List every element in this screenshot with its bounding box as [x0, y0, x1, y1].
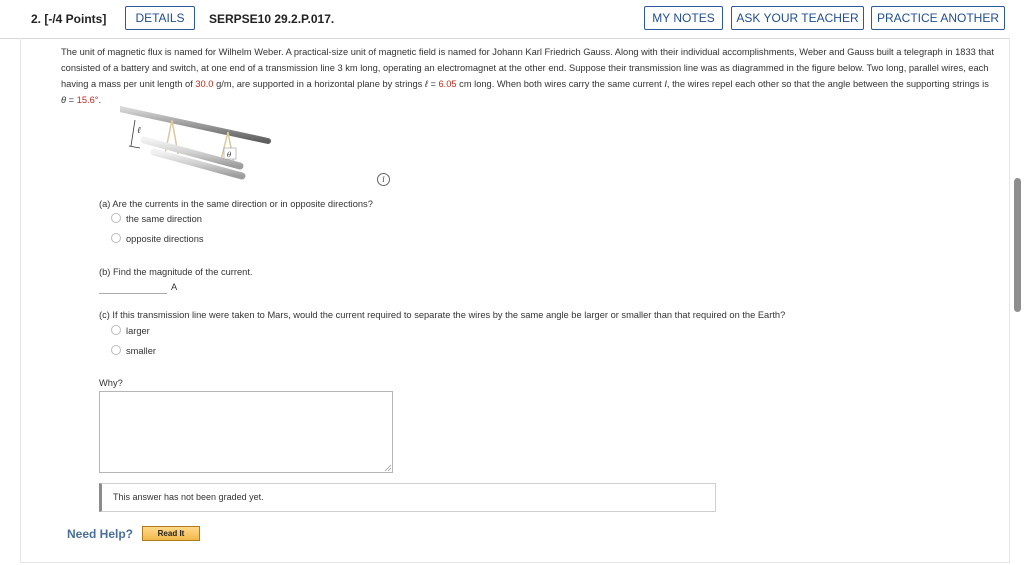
- support-rod: [120, 109, 268, 141]
- why-label: Why?: [99, 378, 123, 388]
- parallel-wires-figure: [120, 100, 280, 185]
- option-same-direction[interactable]: [111, 213, 202, 224]
- option-opposite-directions[interactable]: [111, 233, 204, 244]
- part-c-question: (c) If this transmission line were taken to Mars, would the current required to separate the wires by the same angle be larger or smaller than that required on the Earth?: [99, 310, 786, 320]
- problem-text: g/m, are supported in a horizontal plane by strings: [213, 79, 425, 89]
- theta-label: θ: [227, 151, 232, 159]
- part-b-question: (b) Find the magnitude of the current.: [99, 267, 253, 277]
- ell-symbol: ℓ: [424, 79, 428, 89]
- option-label: opposite directions: [126, 234, 204, 244]
- read-it-button[interactable]: Read It: [142, 526, 200, 541]
- radio-icon[interactable]: [111, 325, 121, 335]
- length-dimension-line: [131, 120, 135, 146]
- ell-label: ℓ: [137, 126, 141, 136]
- details-button[interactable]: DETAILS: [125, 6, 195, 30]
- theta-symbol: θ: [61, 95, 67, 105]
- problem-text: cm long. When both wires carry the same current: [456, 79, 665, 89]
- my-notes-button[interactable]: MY NOTES: [644, 6, 723, 30]
- option-label: larger: [126, 326, 150, 336]
- why-textarea[interactable]: [99, 391, 393, 473]
- part-a-question: (a) Are the currents in the same direction or in opposite directions?: [99, 199, 373, 209]
- question-number: 2. [-/4 Points]: [31, 12, 107, 26]
- option-label: smaller: [126, 346, 156, 356]
- problem-code: SERPSE10 29.2.P.017.: [209, 12, 335, 26]
- angle-value: 15.6°: [76, 95, 99, 105]
- problem-text: , the wires repel each other so that the angle between the supporting strings is: [666, 79, 989, 89]
- radio-icon[interactable]: [111, 233, 121, 243]
- current-answer-input[interactable]: [99, 293, 167, 294]
- current-symbol: I: [664, 79, 667, 89]
- ask-your-teacher-button[interactable]: ASK YOUR TEACHER: [731, 6, 864, 30]
- mass-per-length-value: 30.0: [195, 79, 214, 89]
- option-larger[interactable]: [111, 325, 150, 336]
- resize-grip-icon[interactable]: [384, 464, 392, 472]
- problem-text: .: [98, 95, 102, 105]
- problem-text: =: [66, 95, 77, 105]
- option-smaller[interactable]: [111, 345, 156, 356]
- radio-icon[interactable]: [111, 345, 121, 355]
- problem-text: =: [427, 79, 439, 89]
- scrollbar-thumb[interactable]: [1014, 178, 1021, 312]
- need-help-label: Need Help?: [67, 527, 134, 541]
- string-length-value: 6.05: [438, 79, 457, 89]
- grading-status: This answer has not been graded yet.: [99, 483, 716, 512]
- problem-text: The unit of magnetic flux is named for Wilhelm Weber. A practical-size unit of magnetic field is named for Johann Karl Friedrich Gauss. Along with their individual accomplishments, Weber and Gauss built a telegraph in 1833 that consisted of a battery and switch, at one end of a transmission line 3 km long, operating an electromagnet at the other end. Suppose their transmission line was as diagrammed in the figure below. Two long, parallel wires, each having a mass per unit length of: [61, 47, 994, 89]
- length-dimension-tick: [129, 146, 140, 148]
- info-icon[interactable]: i: [377, 173, 390, 186]
- problem-statement: [61, 44, 996, 108]
- practice-another-button[interactable]: PRACTICE ANOTHER: [871, 6, 1005, 30]
- question-header: [0, 0, 1010, 39]
- option-label: the same direction: [126, 214, 202, 224]
- current-unit: A: [171, 282, 178, 292]
- radio-icon[interactable]: [111, 213, 121, 223]
